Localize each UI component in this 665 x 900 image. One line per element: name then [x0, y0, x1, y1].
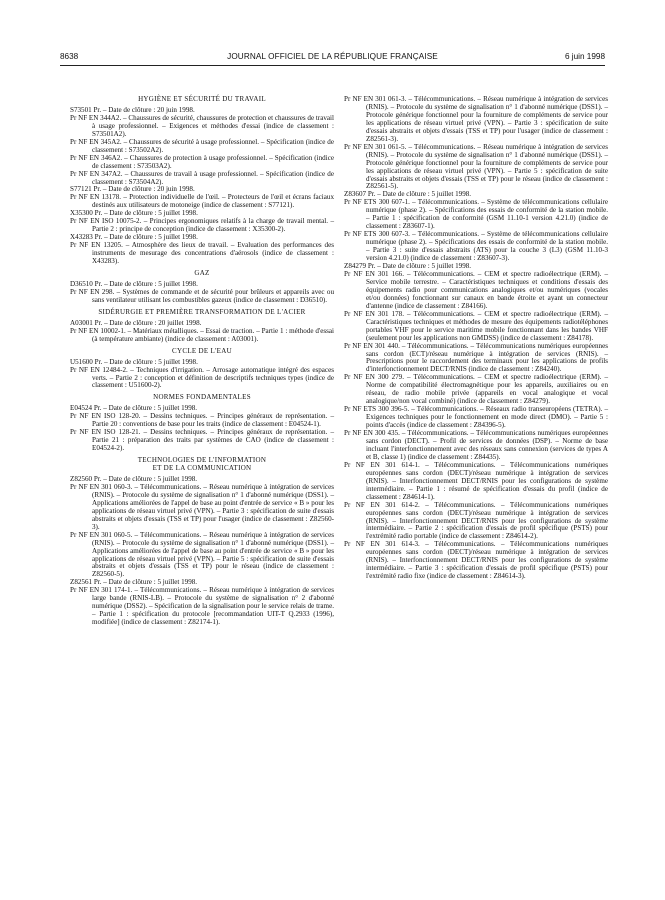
- closing-date: S77121 Pr. – Date de clôture : 20 juin 1998.: [70, 185, 195, 194]
- section-title: SIDÉRURGIE ET PREMIÈRE TRANSFORMATION DE L'ACIER: [98, 307, 306, 316]
- standard-entry: Pr NF EN 300 435. – Télécommunications. – Télécommunications numériques européennes sans cordon (DECT). – Profil de services de données (DSP). – Norme de base incluant l'interfonctionnement avec des réseaux sans connexion (services de types A et B, classe 1) (indice de classement : Z84435).: [344, 429, 608, 461]
- standard-entry: Pr NF ETS 300 607-3. – Télécommunications. – Système de télécommunications cellulaire numérique (phase 2). – Spécifications des essais de conformité de la station mobile. – Partie 3 : suite d'essais abstraits (ATS) pour la couche 3 (L3) (GSM 11.10-3 version 4.21.0) (indice de classement : Z83607-3).: [344, 230, 608, 263]
- standard-entry: Pr NF EN 10002-1. – Matériaux métalliques. – Essai de traction. – Partie 1 : méthode d'essai (à température ambiante) (indice de classement : A03001).: [70, 326, 334, 343]
- standard-entry: Pr NF EN ISO 128-20. – Dessins techniques. – Principes généraux de représentation. – Partie 20 : conventions de base pour les traits (indice de classement : E04524-1).: [70, 412, 334, 429]
- section-title: TECHNOLOGIES DE L'INFORMATION: [137, 456, 267, 465]
- journal-title: JOURNAL OFFICIEL DE LA RÉPUBLIQUE FRANÇAISE: [227, 52, 438, 61]
- standard-entry: Pr NF EN 301 440. – Télécommunications. – Télécommunications numériques européennes sans cordon (ECT)/réseau numérique à intégration de services (RNIS). – Prescriptions pour le raccordement des terminaux pour les applications de profils d'interfonctionnement DECT/RNIS (indice de classement : Z84240).: [344, 341, 608, 374]
- standard-entry: Pr NF EN 347A2. – Chaussures de travail à usage professionnel. – Spécification (indice de classement : S73504A2).: [70, 169, 334, 186]
- standard-entry: Pr NF EN 301 166. – Télécommunications. – CEM et spectre radioélectrique (ERM). – Service mobile terrestre. – Caractéristiques techniques et conditions d'essais des équipements radio pour communications analogiques et/ou numériques (vocales et/ou données) fonctionnant sur canaux en bande étroite et ayant un connecteur d'antenne (indice de classement : Z84166).: [344, 269, 608, 310]
- header-rule: [60, 65, 605, 66]
- standard-entry: Pr NF EN 301 178. – Télécommunications. – CEM et spectre radioélectrique (ERM). – Caractéristiques techniques et méthodes de mesure des équipements radiotéléphones portables VHF pour le service maritime mobile fonctionnant dans les bandes VHF (seulement pour les applications non GMDSS) (indice de classement : Z84178).: [344, 309, 608, 342]
- closing-date: Z82561 Pr. – Date de clôture : 5 juillet 1998.: [70, 578, 198, 587]
- standard-entry: Pr NF EN 13178. – Protection individuelle de l'œil. – Protecteurs de l'œil et écrans faciaux destinés aux utilisateurs de motoneige (indice de classement : S77121).: [70, 193, 334, 210]
- closing-date: E04524 Pr. – Date de clôture : 5 juillet 1998.: [70, 404, 198, 413]
- section-title: HYGIÈNE ET SÉCURITÉ DU TRAVAIL: [138, 95, 266, 103]
- standard-entry: Pr NF EN 301 614-3. – Télécommunications. – Télécommunications numériques européennes sans cordon (DECT)/réseau numérique à intégration de services (RNIS). – Interfonctionnement DECT/RNIS pour les configurations de système intermédiaire. – Partie 3 : spécification d'essais de profil spécifique (PSTS) pour l'extrémité radio fixe (indice de classement : Z84614-3).: [344, 540, 608, 581]
- standard-entry: Pr NF EN 301 614-1. – Télécommunications. – Télécommunications numériques européennes sans cordon (DECT)/réseau numérique à intégration de services (RNIS). – Interfonctionnement DECT/RNIS pour les configurations de système intermédiaire. – Partie 1 : résumé de spécification d'essais du profil (indice de classement : Z84614-1).: [344, 460, 608, 501]
- closing-date: U51600 Pr. – Date de clôture : 5 juillet 1998.: [70, 357, 198, 366]
- standard-entry: Pr NF EN 301 060-3. – Télécommunications. – Réseau numérique à intégration de services (RNIS). – Protocole du système de signalisation n° 1 d'abonné numérique (DSS1). – Applications améliorées de l'appel de base au point d'entrée de service « B » pour les applications de réseau virtuel privé (VPN). – Partie 3 : spécification de suite d'essais abstraits et objets d'essais (TSS et TP) pour l'usager (indice de classement : Z82560-3).: [70, 482, 334, 531]
- closing-date: X35300 Pr. – Date de clôture : 5 juillet 1998.: [70, 209, 198, 218]
- closing-date: Z84279 Pr. – Date de clôture : 5 juillet 1998.: [344, 262, 472, 271]
- issue-date: 6 juin 1998: [564, 52, 605, 61]
- standard-entry: Pr NF EN 12484-2. – Techniques d'irrigation. – Arrosage automatique intégré des espaces verts. – Partie 2 : conception et définition de descriptifs techniques types (indice de classement : U51600-2).: [70, 365, 334, 390]
- section-title: CYCLE DE L'EAU: [172, 346, 232, 355]
- standard-entry: Pr NF EN 301 614-2. – Télécommunications. – Télécommunications numériques européennes sans cordon (DECT)/réseau numérique à intégration de services (RNIS). – Interfonctionnement DECT/RNIS pour les configurations de système intermédiaire. – Partie 2 : spécification d'essais de profil spécifique (PSTS) pour l'extrémité radio portable (indice de classement : Z84614-2).: [344, 500, 608, 541]
- closing-date: X43283 Pr. – Date de clôture : 5 juillet 1998.: [70, 233, 198, 242]
- closing-date: Z82560 Pr. – Date de clôture : 5 juillet 1998.: [70, 474, 198, 483]
- right-column: [344, 96, 608, 581]
- closing-date: A03001 Pr. – Date de clôture : 20 juillet 1998.: [70, 318, 202, 327]
- page-number: 8638: [60, 52, 79, 61]
- standard-entry: Pr NF EN 301 061-3. – Télécommunications. – Réseau numérique à intégration de services (RNIS). – Protocole du système de signalisation n° 1 d'abonné numérique (DSS1). – Protocole générique fonctionnel pour la fourniture de compléments de service pour les applications de réseau virtuel privé (VPN). – Partie 3 : spécification de suite d'essais abstraits et objets d'essais (TSS et TP) pour l'usager (indice de classement : Z82561-3).: [344, 95, 608, 143]
- standard-entry: Pr NF EN 346A2. – Chaussures de protection à usage professionnel. – Spécification (indice de classement : S73503A2).: [70, 153, 334, 170]
- standard-entry: Pr NF EN 301 061-5. – Télécommunications. – Réseau numérique à intégration de services (RNIS). – Protocole du système de signalisation n° 1 d'abonné numérique (DSS1). – Protocole générique fonctionnel pour la fourniture de compléments de service pour les applications de réseau virtuel privé (VPN). – Partie 5 : spécification de suite d'essais abstraits et objets d'essais (TSS et TP) pour le réseau (indice de classement : Z82561-5).: [344, 142, 608, 191]
- closing-date: Z83607 Pr. – Date de clôture : 5 juillet 1998.: [344, 190, 472, 199]
- closing-date: S73501 Pr. – Date de clôture : 20 juin 1998.: [70, 105, 195, 114]
- left-column: [70, 96, 334, 627]
- standard-entry: Pr NF EN ISO 10075-2. – Principes ergonomiques relatifs à la charge de travail mental. – Partie 2 : principe de conception (indice de classement : X35300-2).: [70, 217, 334, 234]
- standard-entry: Pr NF EN ISO 128-21. – Dessins techniques. – Principes généraux de représentation. – Partie 21 : préparation des traits par systèmes de CAO (indice de classement : E04524-2).: [70, 428, 334, 453]
- closing-date: D36510 Pr. – Date de clôture : 5 juillet 1998.: [70, 279, 198, 288]
- section-title: NORMES FONDAMENTALES: [153, 393, 251, 402]
- section-title: GAZ: [194, 269, 210, 278]
- standard-entry: Pr NF EN 344A2. – Chaussures de sécurité, chaussures de protection et chaussures de travail à usage professionnel. – Exigences et méthodes d'essai (indice de classement : S73501A2).: [70, 113, 334, 138]
- section-title: ET DE LA COMMUNICATION: [152, 464, 252, 473]
- standard-entry: Pr NF ETS 300 396-5. – Télécommunications. – Réseaux radio transeuropéens (TETRA). – Exigences techniques pour le fonctionnement en mode direct (DMO). – Partie 5 : points d'accès (indice de classement : Z84396-5).: [344, 405, 608, 430]
- standard-entry: Pr NF EN 345A2. – Chaussures de sécurité à usage professionnel. – Spécification (indice de classement : S73502A2).: [70, 137, 334, 154]
- standard-entry: Pr NF EN 301 174-1. – Télécommunications. – Réseau numérique à intégration de services large bande (RNIS-LB). – Protocole du système de signalisation n° 2 d'abonné numérique (DSS2). – Spécification de la signalisation pour le service relais de trame. – Partie 1 : spécification du protocole [recommandation UIT-T Q.2933 (1996), modifiée] (indice de classement : Z82174-1).: [70, 586, 334, 627]
- standard-entry: Pr NF ETS 300 607-1. – Télécommunications. – Système de télécommunications cellulaire numérique (phase 2). – Spécifications des essais de conformité de la station mobile. – Partie 1 : spécification de conformité (GSM 11.10-1 version 4.21.0) (indice de classement : Z83607-1).: [344, 198, 608, 231]
- standard-entry: Pr NF EN 300 279. – Télécommunications. – CEM et spectre radioélectrique (ERM). – Norme de compatibilité électromagnétique pour les appareils, auxiliaires ou en réseau, de radio mobile privée (appareils en vocal analogique et vocal analogique/non vocal combiné) (indice de classement : Z84279).: [344, 373, 608, 406]
- standard-entry: Pr NF EN 13205. – Atmosphère des lieux de travail. – Evaluation des performances des instruments de mesurage des concentrations d'aérosols (indice de classement : X43283).: [70, 241, 334, 266]
- standard-entry: Pr NF EN 301 060-5. – Télécommunications. – Réseau numérique à intégration de services (RNIS). – Protocole du système de signalisation n° 1 d'abonné numérique (DSS1). – Applications améliorées de l'appel de base au point d'entrée de service « B » pour les applications de réseau virtuel privé (VPN). – Partie 5 : spécification de suite d'essais abstraits et objets d'essais (TSS et TP) pour le réseau (indice de classement : Z82560-5).: [70, 530, 334, 579]
- page-header: [60, 52, 605, 64]
- standard-entry: Pr NF EN 298. – Systèmes de commande et de sécurité pour brûleurs et appareils avec ou sans ventilateur utilisant les combustibles gazeux (indice de classement : D36510).: [70, 287, 334, 304]
